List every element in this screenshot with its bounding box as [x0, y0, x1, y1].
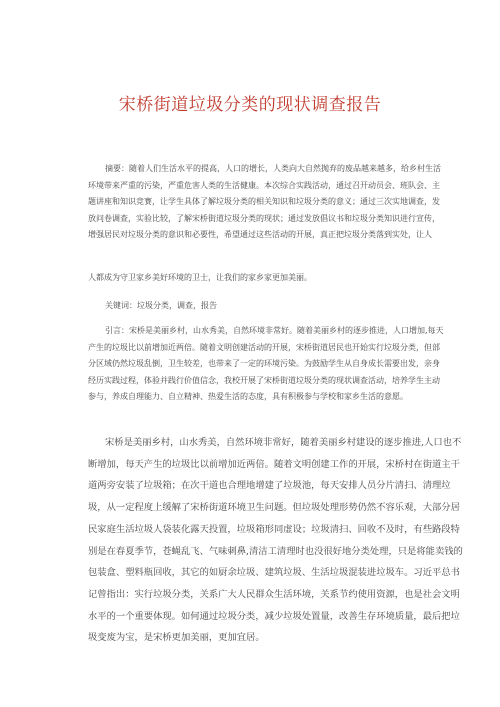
keywords-text: 关键词：垃圾分类，调查，报告	[105, 301, 217, 310]
abstract-line: 环境带来严重的污染，严重危害人类的生活健康。本次综合实践活动，通过召开动员会、班队会、主	[88, 180, 440, 190]
keywords-line	[88, 298, 414, 315]
intro-line: 产生的垃圾比以前增加近两倍。随着文明创建活动的开展，宋桥街道居民也开始实行垃圾分类，但部	[88, 342, 440, 352]
body-line: 圾，从一定程度上缓解了宋桥街道环境卫生问题。但垃圾处理形势仍然不容乐观，大部分居	[88, 502, 460, 514]
abstract-line: 放问卷调查，实验比较，了解宋桥街道垃圾分类的现状；通过发放倡议书和垃圾分类知识进行宣传，	[88, 213, 440, 223]
body-line: 别是在春夏季节，苍蝇乱飞、气味刺鼻,清洁工清理时也没很好地分类处理，只是将能卖钱的	[88, 545, 463, 557]
abstract-line: 人都成为守卫家乡美好环境的卫士，让我们的家乡家更加美丽。	[88, 273, 312, 282]
body-line: 宋桥是美丽乡村，山水秀美，自然环境非常好，随着美丽乡村建设的逐步推进,人口也不	[105, 437, 462, 448]
intro-line: 分区域仍然垃圾乱倒，卫生较差，也带来了一定的环境污染。为鼓励学生从自身成长需要出发，亲身	[88, 359, 440, 368]
body-line: 民家庭生活垃圾人袋装化露天投置，垃圾箱形同虚设；垃圾清扫、回收不及时，有些路段特	[88, 523, 460, 535]
abstract-line: 题讲座和知识竞赛，让学生具体了解垃圾分类的相关知识和垃圾分类的意义；通过三次实地调查，发	[88, 197, 440, 206]
body-line: 水平的一个重要体现。如何通过垃圾分类，减少垃圾处置量，改善生存环境质量，最后把垃	[88, 610, 460, 622]
intro-line: 经历实践过程，体验并践行价值信念，我校开展了宋桥街道垃圾分类的现状调查活动，培养学生主动	[88, 375, 440, 385]
body-line: 断增加，每天产生的垃圾比以前增加近两倍。随着文明创建工作的开展，宋桥村在街道主干	[88, 458, 460, 470]
abstract-closing-line	[88, 270, 414, 287]
abstract-line: 摘要：随着人们生活水平的提高，人口的增长，人类向大自然抛弃的废品越来越多，给乡村生活	[105, 164, 441, 173]
document-title: 宋桥街道垃圾分类的现状调查报告	[118, 95, 382, 115]
intro-line: 参与，养成自理能力、自立精神、热爱生活的态度，具有积极参与学校和家乡生活的意愿。	[88, 392, 408, 401]
introduction-paragraph	[88, 323, 444, 406]
abstract-line: 增强居民对垃圾分类的意识和必要性，希望通过这些活动的开展，真正把垃圾分类落到实处，让人	[88, 230, 432, 239]
body-line: 包装盒、塑料瓶回收，其它的如厨余垃圾、建筑垃圾、生活垃圾混装进垃圾车。习近平总书	[88, 567, 460, 579]
body-line: 圾变废为宝，是宋桥更加美丽，更加宜居。	[88, 632, 265, 644]
body-line: 道两旁安装了垃圾箱；在次干道也合理地增建了垃圾池，每天安排人员分片清扫、清理垃	[88, 480, 451, 492]
intro-line: 引言：宋桥是美丽乡村，山水秀美，自然环境非常好。随着美丽乡村的逐步推进，人口增加,每天	[105, 326, 444, 335]
body-line: 记曾指出：实行垃圾分类，关系广大人民群众生活环境，关系节约使用资源，也是社会文明	[88, 588, 460, 600]
body-paragraph	[88, 432, 463, 649]
abstract-paragraph	[88, 161, 441, 244]
